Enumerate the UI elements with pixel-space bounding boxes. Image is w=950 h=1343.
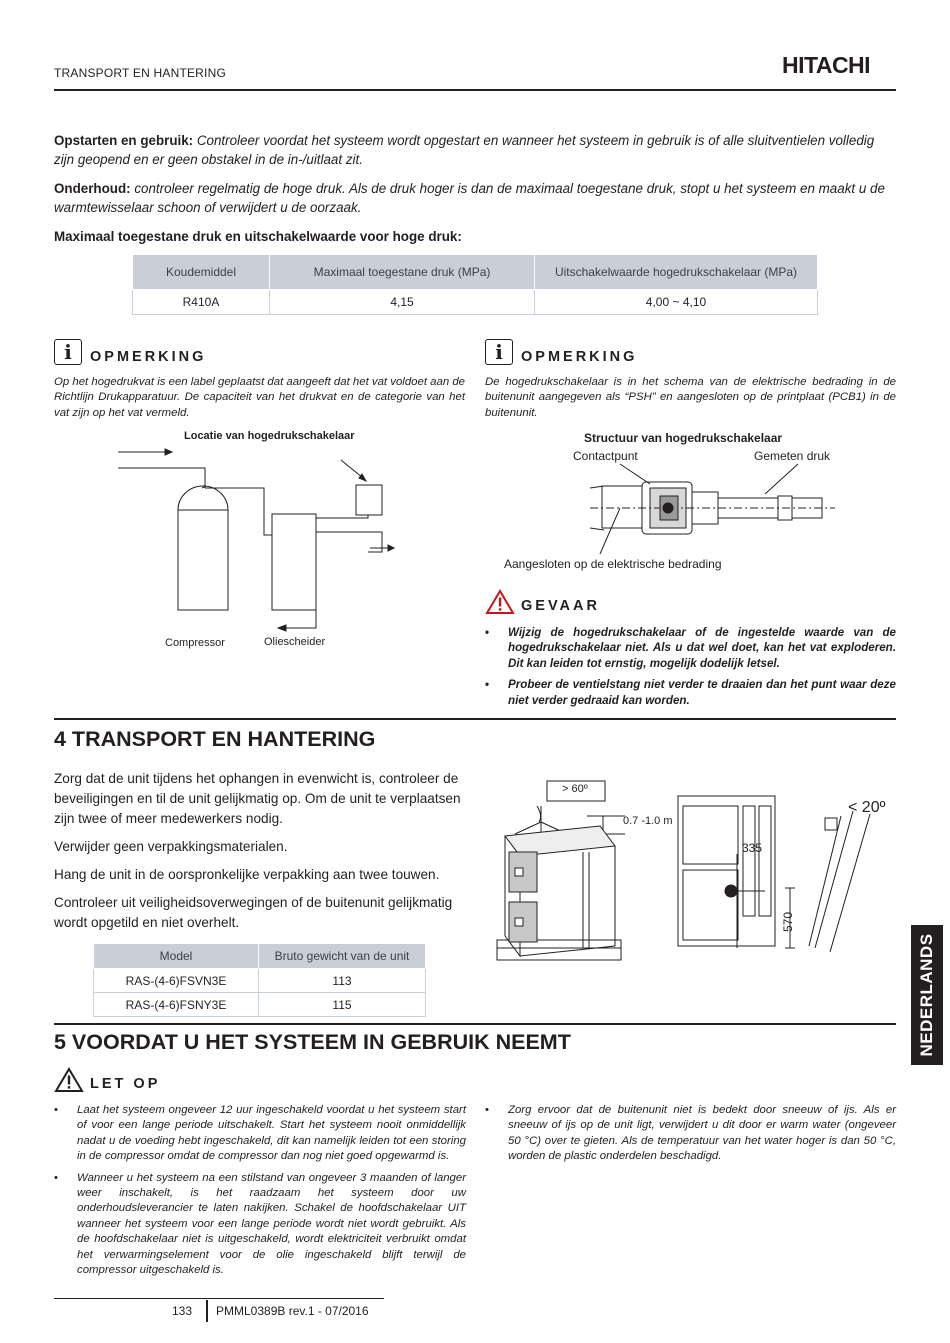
section-4-title: 4 TRANSPORT EN HANTERING [54,727,376,751]
footer-divider [206,1300,208,1322]
list-item: • Zorg ervoor dat de buitenunit niet is bedekt door sneeuw of ijs. Als er sneeuw of ijs op de unit ligt, verwijdert u dit door er warm water (ongeveer 50 °C) over te gieten. Als de temperatuur van het water hoger is dan 50 °C, worden de plastic onderdelen beschadigd. [485,1103,896,1165]
caution-list-right [485,1103,896,1171]
page-number: 133 [172,1304,193,1318]
table-cell: 115 [259,993,426,1017]
list-item: • Probeer de ventielstang niet verder te draaien dan het punt waar deze niet verder gedraaid kan worden. [485,677,896,708]
label-dimension-570: 570 [781,911,796,933]
label-tilt: < 20º [848,799,886,816]
label-contact-point: Contactpunt [573,449,638,463]
pressure-table-heading: Maximaal toegestane druk en uitschakelwaarde voor hoge druk: [54,229,462,244]
section-4-body [54,769,466,933]
language-label: NEDERLANDS [917,933,936,1057]
maintenance-text: controleer regelmatig de hoge druk. Als de druk hoger is dan de maximaal toegestane druk, stopt u het systeem en maakt u de warmtewisselaar schoon of verwijdert u de oorzaak. [54,181,885,215]
figure-title-structure: Structuur van hogedrukschakelaar [584,431,783,445]
note-text-right: De hogedrukschakelaar is in het schema van de elektrische bedrading in de buitenunit aangegeven als “PSH” en aangesloten op de printplaat (PCB1) in de buitenunit. [485,376,896,419]
caution-warning-icon [54,1067,84,1093]
label-angle: > 60º [562,783,588,795]
table-header: Uitschakelwaarde hogedrukschakelaar (MPa) [535,255,818,290]
list-item: • Wijzig de hogedrukschakelaar of de ingestelde waarde van de hogedrukschakelaar niet. Als u dat wel doet, kan het vat exploderen. Dit kan leiden tot ernstig, mogelijk dodelijk letsel. [485,625,896,671]
paragraph: Controleer uit veiligheidsoverwegingen of de buitenunit gelijkmatig wordt opgetild en niet overhelt. [54,895,453,930]
pressure-table [132,254,818,315]
header-rule [54,89,896,91]
startup-paragraph [54,131,896,169]
startup-label: Opstarten en gebruik: [54,133,194,148]
list-item: • Wanneer u het systeem na een stilstand van ongeveer 3 maanden of langer weer inschakelt, is het raadzaam het systeem door uw onderhoudsleverancier te laten nakijken. Schakel de hoofdschakelaar UIT wanneer het systeem voor een lange periode wordt niet wordt gebruikt. Als de hoofdschakelaar niet is uitgeschakeld, wordt elektriciteit verbruikt omdat het verwarmingselement voor de olie ingeschakeld blijft terwijl de compressor uitgeschakeld is. [54,1171,466,1279]
label-compressor: Compressor [165,637,225,649]
table-cell: 113 [259,969,426,993]
note-title-right: OPMERKING [521,349,638,365]
figure-title-location: Locatie van hogedrukschakelaar [184,430,355,442]
table-row [94,993,426,1017]
note-title-left: OPMERKING [90,349,207,365]
language-side-tab [911,925,943,1065]
danger-list [485,625,896,708]
location-diagram [110,440,410,640]
note-text-left: Op het hogedrukvat is een label geplaatst dat aangeeft dat het vat voldoet aan de Richtlijn Drukapparatuur. De capaciteit van het drukvat en de categorie van het vat zijn op het vat vermeld. [54,376,465,419]
table-cell: R410A [133,290,270,315]
label-measured-pressure: Gemeten druk [754,449,831,463]
label-oil-separator: Oliescheider [264,636,326,648]
paragraph: Hang de unit in de oorspronkelijke verpakking aan twee touwen. [54,867,440,882]
pressure-switch-diagram [560,462,860,557]
section-5-title: 5 VOORDAT U HET SYSTEEM IN GEBRUIK NEEMT [54,1030,571,1054]
brand-logo: HITACHI [782,52,871,78]
table-header: Koudemiddel [133,255,270,290]
section-rule [54,1023,896,1025]
footer-rule [54,1298,384,1299]
lifting-diagram [485,776,905,976]
caution-list-left [54,1103,466,1284]
table-cell: 4,00 ~ 4,10 [535,290,818,315]
list-item: • Laat het systeem ongeveer 12 uur ingeschakeld voordat u het systeem start of voor een lange periode uitschakelt. Start het systeem nooit onmiddellijk nadat u de voeding hebt ingeschakeld, dit kan namelijk leiden tot een storing in de compressor omdat de compressor dan nog niet goed opgewarmd is. [54,1103,466,1165]
info-icon: i [485,339,513,365]
document-reference: PMML0389B rev.1 - 07/2016 [216,1304,369,1318]
section-rule [54,718,896,720]
info-icon: i [54,339,82,365]
label-dimension-335: 335 [742,841,763,855]
paragraph: Verwijder geen verpakkingsmaterialen. [54,839,288,854]
maintenance-paragraph [54,179,896,217]
paragraph: Zorg dat de unit tijdens het ophangen in evenwicht is, controleer de beveiligingen en til de unit gelijkmatig op. Om de unit te verplaatsen zijn twee of meer medewerkers nodig. [54,771,461,826]
table-row [133,290,818,315]
caution-title: LET OP [90,1076,161,1092]
table-cell: 4,15 [270,290,535,315]
label-distance: 0.7 -1.0 m [623,815,673,827]
table-row [94,969,426,993]
running-header: TRANSPORT EN HANTERING [54,66,226,80]
startup-text: Controleer voordat het systeem wordt opgestart en wanneer het systeem in gebruik is of alle sluitventielen volledig zijn geopend en er geen obstakel in de in-/uitlaat zit. [54,133,875,167]
table-header: Maximaal toegestane druk (MPa) [270,255,535,290]
table-header: Bruto gewicht van de unit [259,944,426,969]
danger-warning-icon [485,589,515,615]
weight-table [93,943,426,1017]
table-cell: RAS-(4-6)FSVN3E [94,969,259,993]
danger-title: GEVAAR [521,598,600,614]
table-header: Model [94,944,259,969]
maintenance-label: Onderhoud: [54,181,131,196]
table-cell: RAS-(4-6)FSNY3E [94,993,259,1017]
label-wiring: Aangesloten op de elektrische bedrading [504,557,722,571]
